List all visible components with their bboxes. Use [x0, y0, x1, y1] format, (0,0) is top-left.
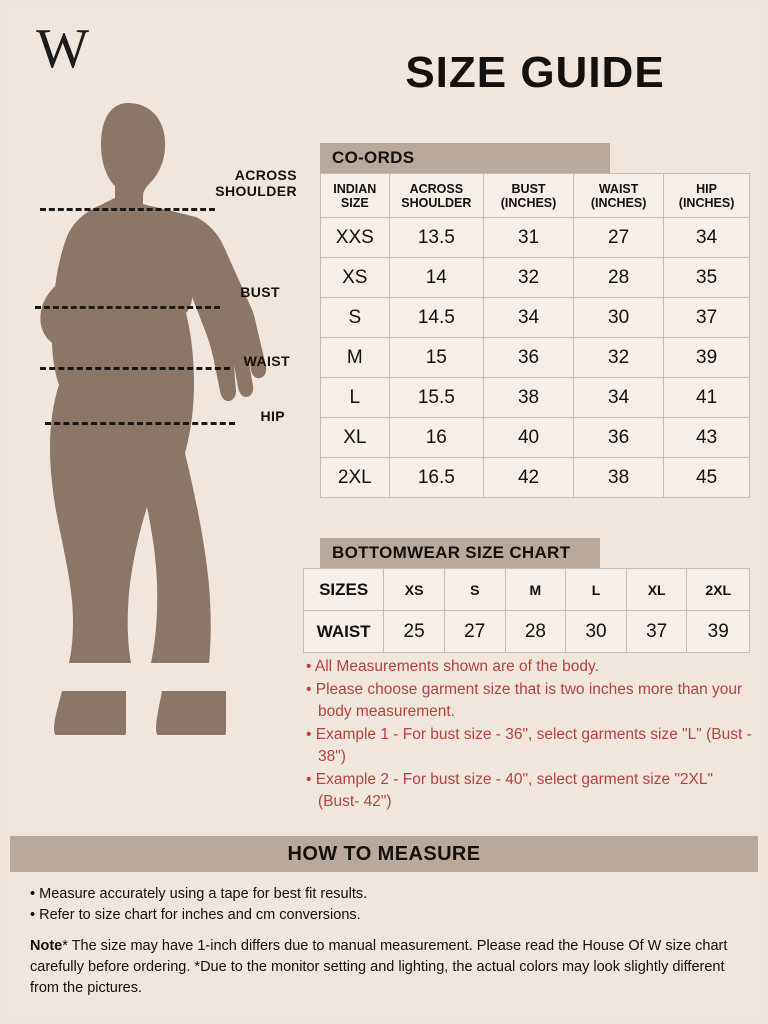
table-row [321, 458, 750, 498]
list-item: • Example 1 - For bust size - 36", select garments size "L" (Bust - 38") [306, 724, 756, 768]
cell-waist-s: 27 [444, 611, 505, 653]
cell-hip: 45 [664, 458, 750, 498]
table-row [321, 258, 750, 298]
cell-waist-2xl: 39 [687, 611, 750, 653]
bottomwear-header-row [304, 569, 750, 611]
cell-bust: 40 [484, 418, 574, 458]
table-row [304, 611, 750, 653]
cell-waist: 36 [574, 418, 664, 458]
cell-size: XXS [321, 218, 390, 258]
cell-bust: 32 [484, 258, 574, 298]
cell-waist-l: 30 [566, 611, 627, 653]
bottomwear-row-label: WAIST [304, 611, 384, 653]
cell-hip: 41 [664, 378, 750, 418]
cell-size: 2XL [321, 458, 390, 498]
cell-shoulder: 13.5 [389, 218, 483, 258]
bottomwear-heading-text: BOTTOMWEAR SIZE CHART [332, 543, 571, 562]
across-shoulder-line [40, 208, 215, 211]
note-label: Note [30, 938, 63, 954]
cell-size: S [321, 298, 390, 338]
coords-size-table [320, 173, 750, 498]
coords-heading [320, 143, 610, 173]
list-item: • All Measurements shown are of the body. [306, 656, 756, 678]
coords-col-across-shoulder: ACROSS SHOULDER [389, 174, 483, 218]
cell-waist: 30 [574, 298, 664, 338]
table-row [321, 418, 750, 458]
brand-logo: W [36, 18, 90, 80]
list-item: • Please choose garment size that is two inches more than your body measurement. [306, 679, 756, 723]
cell-bust: 38 [484, 378, 574, 418]
cell-waist-m: 28 [505, 611, 566, 653]
cell-hip: 37 [664, 298, 750, 338]
cell-shoulder: 16 [389, 418, 483, 458]
cell-waist: 38 [574, 458, 664, 498]
coords-col-indian-size: INDIAN SIZE [321, 174, 390, 218]
cell-waist: 28 [574, 258, 664, 298]
label-across-shoulder [175, 167, 297, 199]
cell-bust: 42 [484, 458, 574, 498]
bottomwear-col-sizes: SIZES [304, 569, 384, 611]
bottomwear-col-l: L [566, 569, 627, 611]
how-to-measure-heading: HOW TO MEASURE [10, 836, 758, 872]
bottomwear-col-xs: XS [384, 569, 445, 611]
cell-shoulder: 15.5 [389, 378, 483, 418]
measurement-notes [306, 656, 756, 814]
coords-col-bust: BUST (INCHES) [484, 174, 574, 218]
cell-size: XL [321, 418, 390, 458]
label-waist [185, 353, 290, 369]
label-hip-text: HIP [260, 408, 285, 424]
label-bust-text: BUST [240, 284, 280, 300]
cell-shoulder: 14 [389, 258, 483, 298]
cell-size: XS [321, 258, 390, 298]
note-text: * The size may have 1-inch differs due to manual measurement. Please read the House Of W size chart carefully before ordering. *Due to the monitor setting and lighting, the actual colors may look slightly different from the pictures. [30, 938, 728, 996]
cell-waist: 27 [574, 218, 664, 258]
cell-waist: 34 [574, 378, 664, 418]
cell-hip: 43 [664, 418, 750, 458]
label-bust [185, 284, 280, 300]
bottomwear-col-m: M [505, 569, 566, 611]
bottomwear-col-2xl: 2XL [687, 569, 750, 611]
cell-hip: 35 [664, 258, 750, 298]
cell-bust: 31 [484, 218, 574, 258]
bust-line [35, 306, 220, 309]
how-to-measure-bullets [30, 884, 740, 926]
coords-col-hip: HIP (INCHES) [664, 174, 750, 218]
table-row [321, 298, 750, 338]
bottomwear-size-table [303, 568, 750, 653]
disclaimer-note [30, 936, 742, 999]
list-item: • Refer to size chart for inches and cm conversions. [30, 905, 740, 926]
cell-bust: 34 [484, 298, 574, 338]
bottomwear-col-s: S [444, 569, 505, 611]
table-row [321, 378, 750, 418]
label-hip [185, 408, 285, 424]
page-title: SIZE GUIDE [405, 48, 665, 97]
bottomwear-heading [320, 538, 600, 568]
cell-bust: 36 [484, 338, 574, 378]
label-across-shoulder-line1: ACROSS [234, 167, 297, 183]
cell-shoulder: 15 [389, 338, 483, 378]
list-item: • Example 2 - For bust size - 40", select garment size "2XL" (Bust- 42") [306, 769, 756, 813]
cell-size: L [321, 378, 390, 418]
cell-shoulder: 16.5 [389, 458, 483, 498]
bottomwear-col-xl: XL [626, 569, 687, 611]
label-waist-text: WAIST [243, 353, 290, 369]
coords-header-row [321, 174, 750, 218]
cell-hip: 34 [664, 218, 750, 258]
cell-waist-xl: 37 [626, 611, 687, 653]
label-across-shoulder-line2: SHOULDER [215, 183, 297, 199]
cell-hip: 39 [664, 338, 750, 378]
cell-size: M [321, 338, 390, 378]
cell-waist: 32 [574, 338, 664, 378]
table-row [321, 218, 750, 258]
coords-heading-text: CO-ORDS [332, 148, 415, 167]
coords-col-waist: WAIST (INCHES) [574, 174, 664, 218]
cell-waist-xs: 25 [384, 611, 445, 653]
table-row [321, 338, 750, 378]
cell-shoulder: 14.5 [389, 298, 483, 338]
list-item: • Measure accurately using a tape for best fit results. [30, 884, 740, 905]
